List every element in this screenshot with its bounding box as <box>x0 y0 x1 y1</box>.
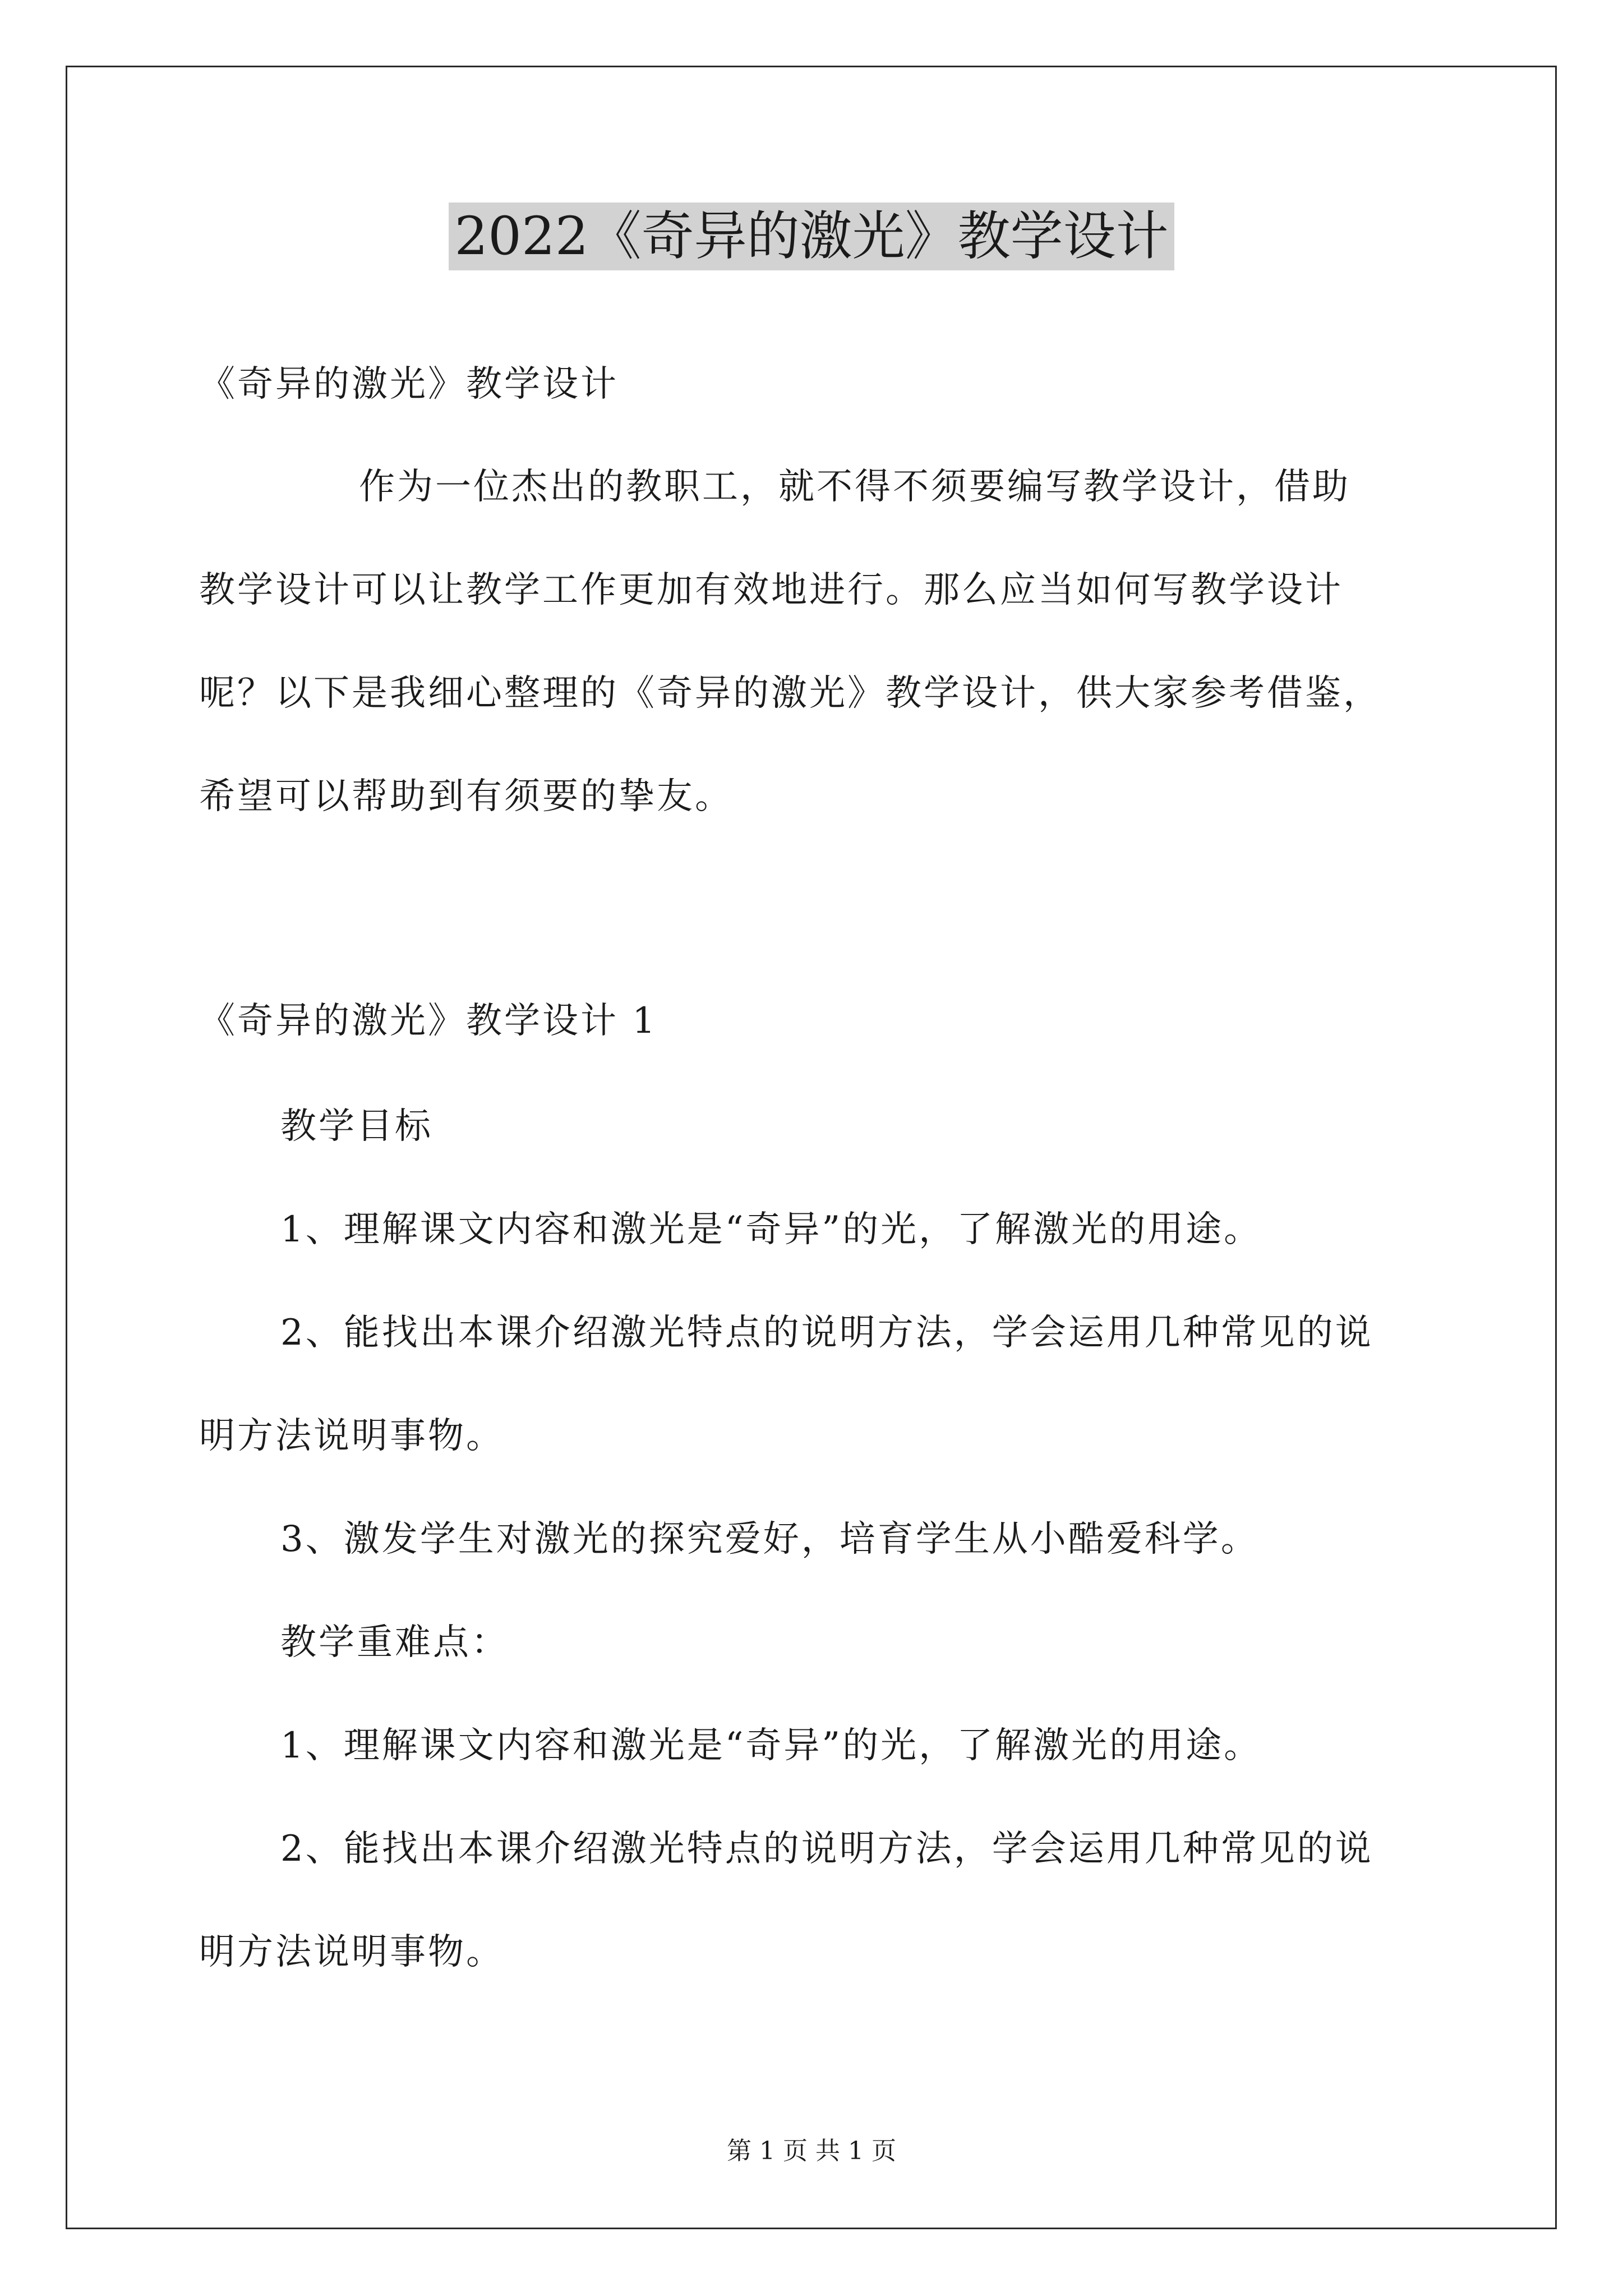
document-title <box>0 197 1623 276</box>
section-title: 《奇异的激光》教学设计 1 <box>199 1000 658 1042</box>
key-point-2-line-1: 2、能找出本课介绍激光特点的说明方法，学会运用几种常见的说 <box>280 1828 1373 1870</box>
key-points-heading: 教学重难点： <box>280 1622 509 1663</box>
intro-line-4: 希望可以帮助到有须要的挚友。 <box>199 776 733 817</box>
page-footer <box>0 2134 1623 2168</box>
key-point-2-line-2: 明方法说明事物。 <box>199 1931 504 1973</box>
goal-2-line-1: 2、能找出本课介绍激光特点的说明方法，学会运用几种常见的说 <box>280 1312 1373 1354</box>
goal-3: 3、激发学生对激光的探究爱好，培育学生从小酷爱科学。 <box>280 1519 1259 1560</box>
key-point-1: 1、理解课文内容和激光是“奇异”的光，了解激光的用途。 <box>280 1725 1262 1766</box>
subtitle: 《奇异的激光》教学设计 <box>199 364 619 405</box>
goal-1: 1、理解课文内容和激光是“奇异”的光，了解激光的用途。 <box>280 1209 1262 1250</box>
document-title-text: 2022《奇异的激光》教学设计 <box>449 203 1174 270</box>
intro-line-2: 教学设计可以让教学工作更加有效地进行。那么应当如何写教学设计 <box>199 569 1343 611</box>
page-number: 第 1 页 共 1 页 <box>727 2137 896 2165</box>
goal-2-line-2: 明方法说明事物。 <box>199 1415 504 1457</box>
intro-line-1: 作为一位杰出的教职工，就不得不须要编写教学设计，借助 <box>359 466 1350 508</box>
intro-line-3: 呢？以下是我细心整理的《奇异的激光》教学设计，供大家参考借鉴， <box>199 673 1381 714</box>
goals-heading: 教学目标 <box>280 1106 433 1147</box>
